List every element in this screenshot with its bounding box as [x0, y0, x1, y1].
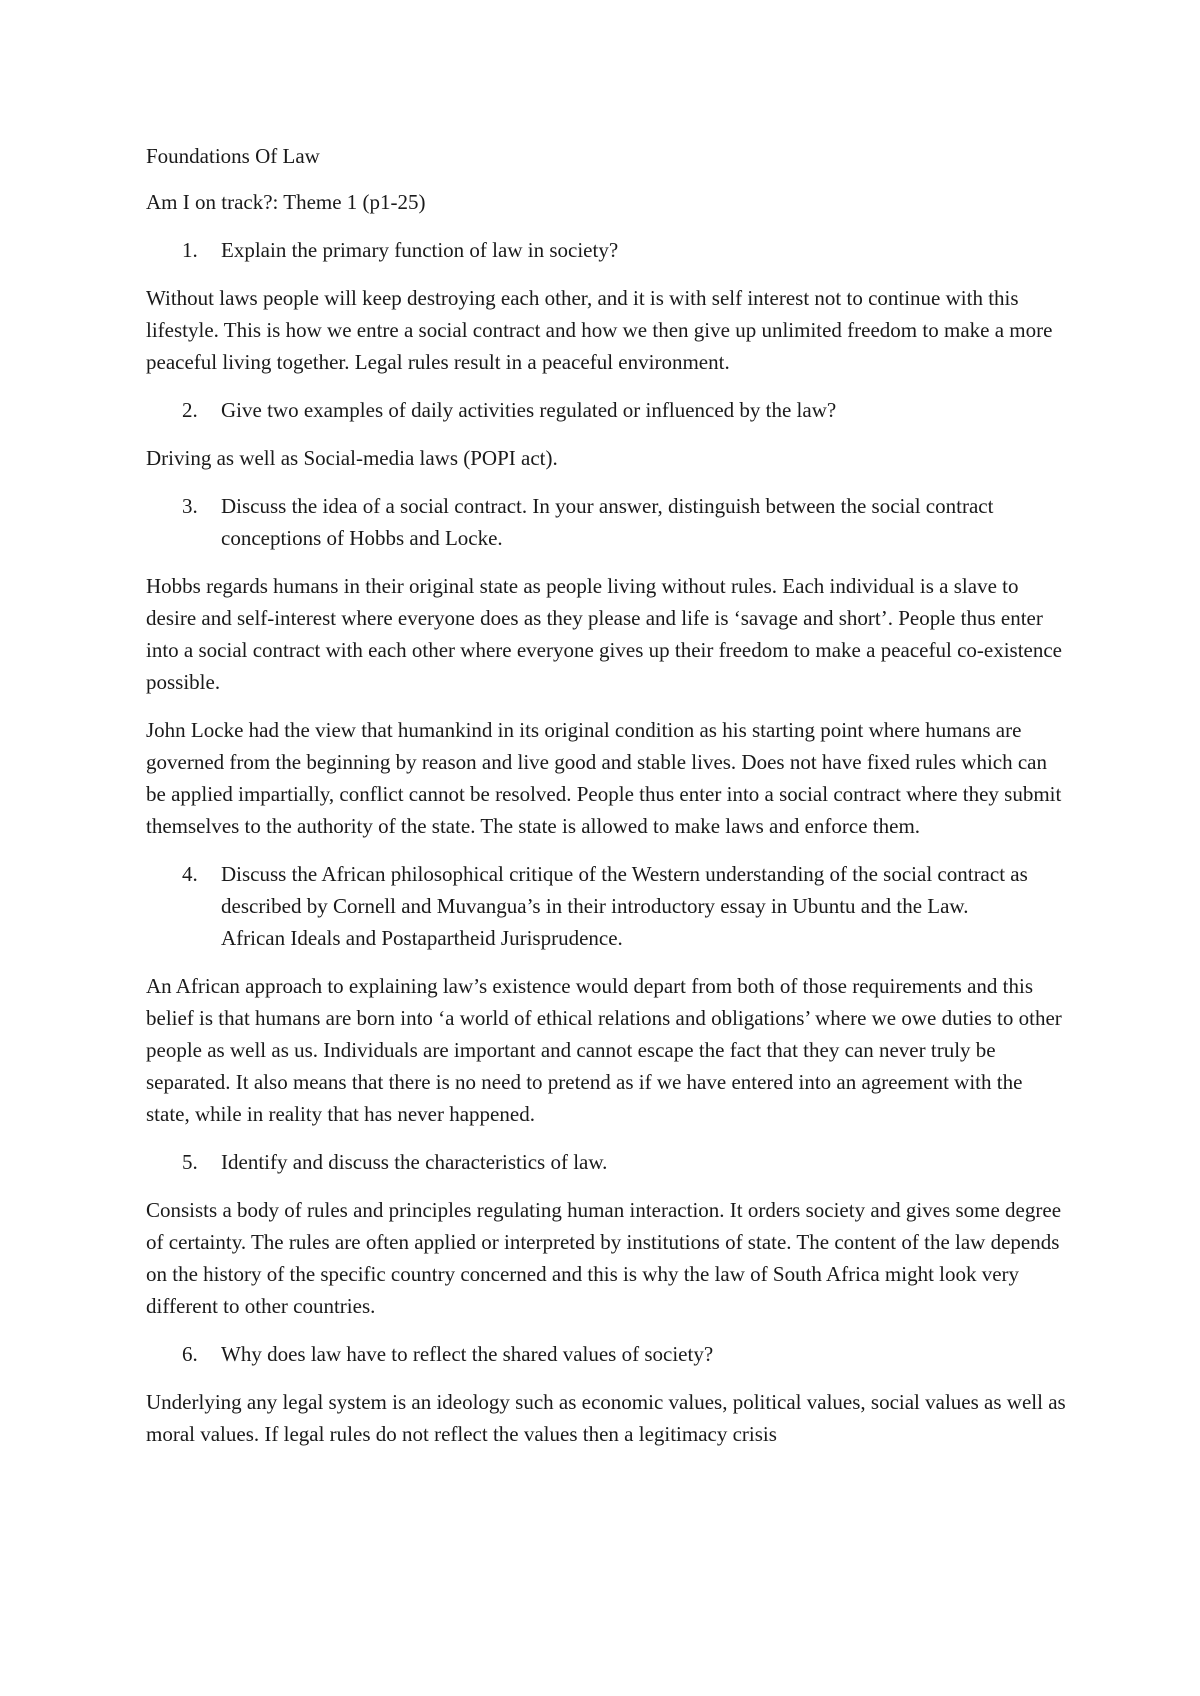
question-text: Explain the primary function of law in society? [221, 238, 619, 262]
question-1 [146, 234, 1066, 266]
question-5 [146, 1146, 1066, 1178]
question-number: 1. [182, 238, 198, 262]
answer-paragraph: Without laws people will keep destroying each other, and it is with self interest not to continue with this lifestyle. This is how we entre a social contract and how we then give up unlimited freedom to make a more peaceful living together. Legal rules result in a peaceful environment. [146, 286, 1053, 374]
answer-paragraph: John Locke had the view that humankind in its original condition as his starting point where humans are governed from the beginning by reason and live good and stable lives. Does not have fixed rules which can be applied impartially, conflict cannot be resolved. People thus enter into a social contract where they submit themselves to the authority of the state. The state is allowed to make laws and enforce them. [146, 718, 1062, 838]
question-number: 5. [182, 1150, 198, 1174]
answer-paragraph: Driving as well as Social-media laws (POPI act). [146, 446, 558, 470]
document-page [146, 140, 1066, 1466]
answer-paragraph: An African approach to explaining law’s existence would depart from both of those requirements and this belief is that humans are born into ‘a world of ethical relations and obligations’ where we owe duties to other people as well as us. Individuals are important and cannot escape the fact that they can never truly be separated. It also means that there is no need to pretend as if we have entered into an agreement with the state, while in reality that has never happened. [146, 974, 1062, 1126]
question-text: Discuss the idea of a social contract. In your answer, distinguish between the social contract conceptions of Hobbs and Locke. [221, 494, 994, 550]
document-title: Foundations Of Law [146, 144, 320, 168]
question-number: 2. [182, 398, 198, 422]
question-text: Why does law have to reflect the shared values of society? [221, 1342, 714, 1366]
question-6 [146, 1338, 1066, 1370]
answer-paragraph: Underlying any legal system is an ideology such as economic values, political values, social values as well as moral values. If legal rules do not reflect the values then a legitimacy crisis [146, 1390, 1066, 1446]
question-number: 4. [182, 862, 198, 886]
answer-paragraph: Consists a body of rules and principles regulating human interaction. It orders society and gives some degree of certainty. The rules are often applied or interpreted by institutions of state. The content of the law depends on the history of the specific country concerned and this is why the law of South Africa might look very different to other countries. [146, 1198, 1062, 1318]
question-text: Discuss the African philosophical critique of the Western understanding of the social contract as described by Cornell and Muvangua’s in their introductory essay in Ubuntu and the Law. African Ideals and Postapartheid Jurisprudence. [221, 862, 1028, 950]
document-subtitle: Am I on track?: Theme 1 (p1-25) [146, 190, 426, 214]
question-3 [146, 490, 1066, 554]
question-number: 6. [182, 1342, 198, 1366]
answer-paragraph: Hobbs regards humans in their original state as people living without rules. Each individual is a slave to desire and self-interest where everyone does as they please and life is ‘savage and short’. People thus enter into a social contract with each other where everyone gives up their freedom to make a peaceful co-existence possible. [146, 574, 1063, 694]
question-number: 3. [182, 494, 198, 518]
question-text: Identify and discuss the characteristics of law. [221, 1150, 608, 1174]
question-2 [146, 394, 1066, 426]
question-4 [146, 858, 1066, 954]
question-text: Give two examples of daily activities regulated or influenced by the law? [221, 398, 837, 422]
